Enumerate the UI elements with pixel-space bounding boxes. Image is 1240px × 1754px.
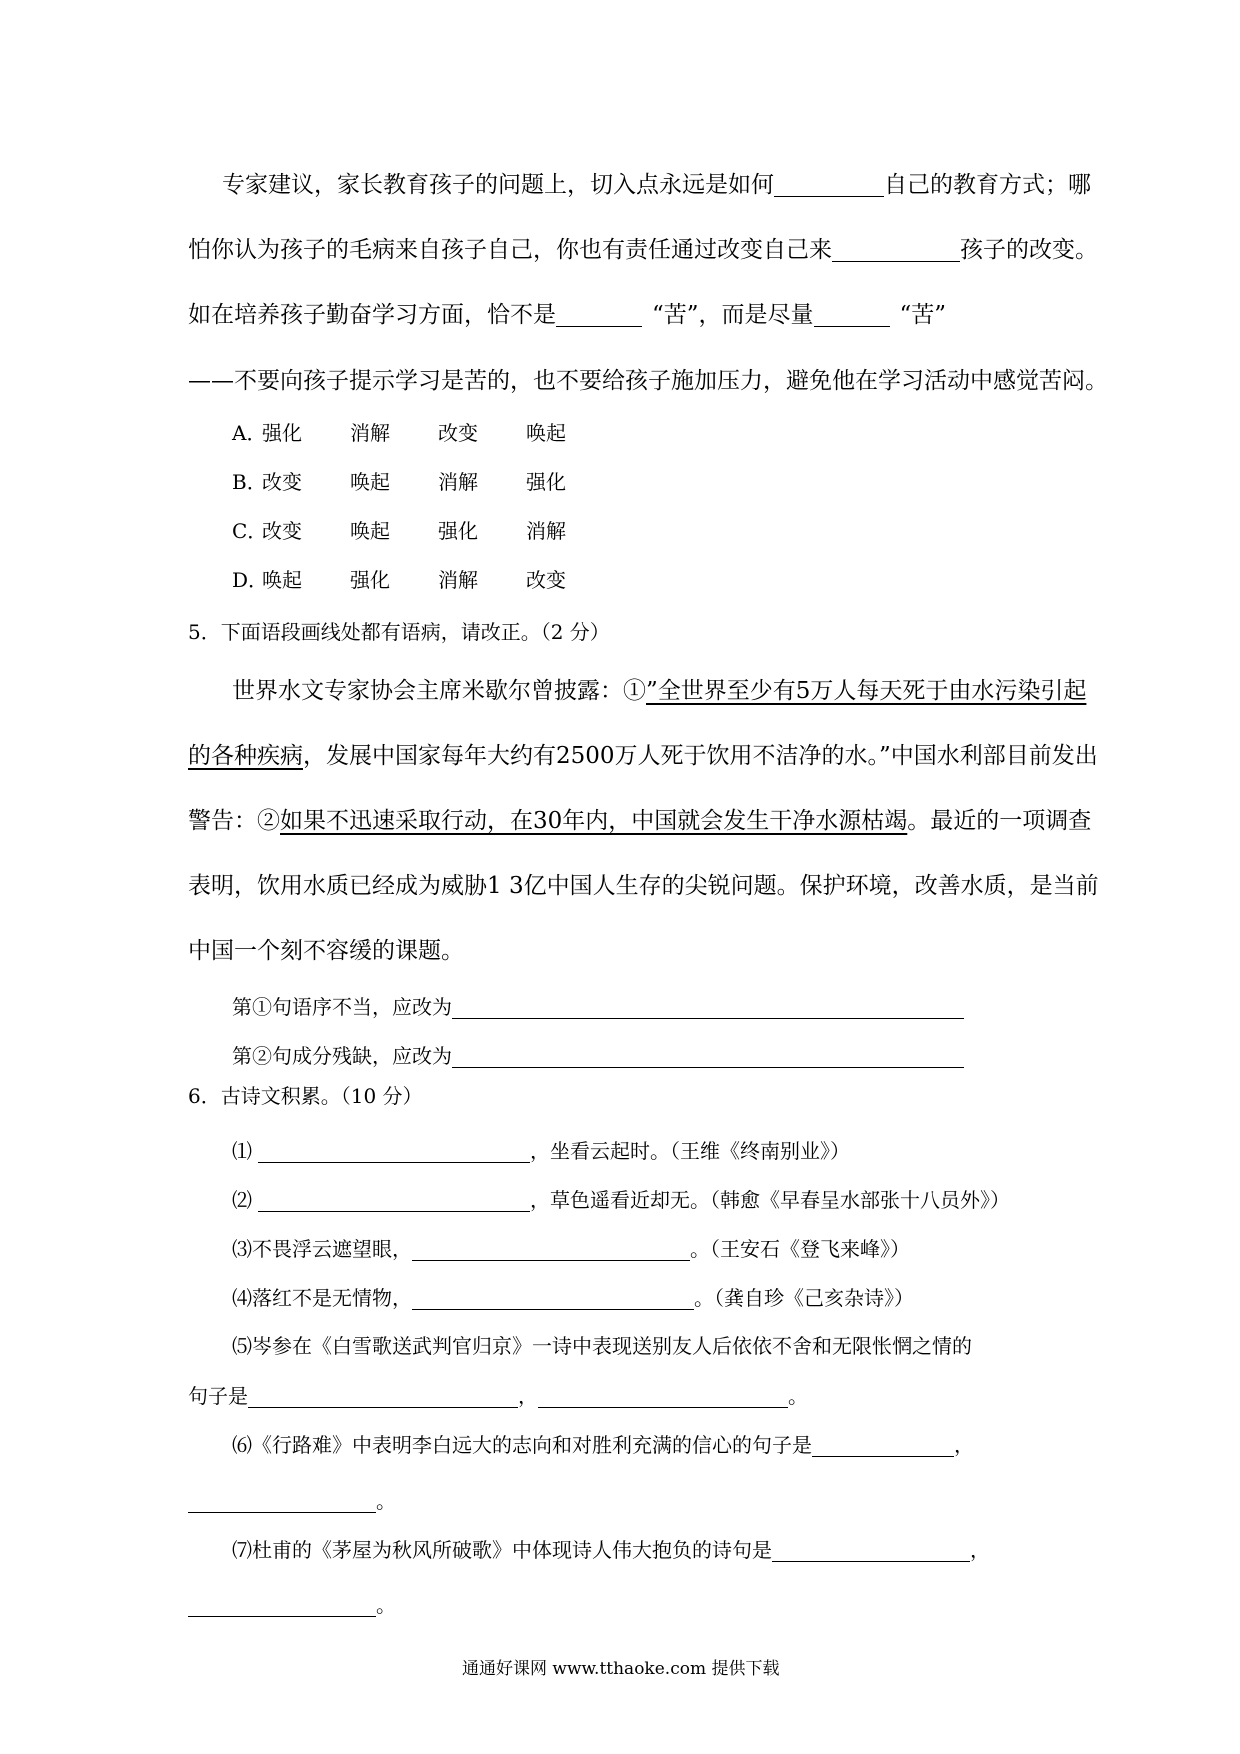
answer-blank[interactable] xyxy=(452,1045,964,1068)
answer-blank[interactable] xyxy=(248,1385,518,1408)
answer-blank[interactable] xyxy=(412,1238,690,1261)
q6-item-6-answer: 。 xyxy=(188,1490,396,1513)
q4-line-4: ——不要向孩子提示学习是苦的，也不要给孩子施加压力，避免他在学习活动中感觉苦闷。 xyxy=(188,368,1108,394)
answer-blank[interactable] xyxy=(188,1594,376,1617)
answer-blank[interactable] xyxy=(452,996,964,1019)
q4-line-3: 如在培养孩子勤奋学习方面，恰不是 “苦”，而是尽量 “苦” xyxy=(188,302,947,328)
page-footer: 通通好课网 www.tthaoke.com 提供下载 xyxy=(462,1659,780,1679)
answer-blank[interactable] xyxy=(412,1287,694,1310)
option-b[interactable]: B．改变 唤起 消解 强化 xyxy=(232,470,566,494)
answer-blank[interactable] xyxy=(188,1490,376,1513)
option-d[interactable]: D．唤起 强化 消解 改变 xyxy=(232,568,566,592)
q5-title: 5．下面语段画线处都有语病，请改正。（2 分） xyxy=(188,620,610,644)
q6-item-5: ⑸岑参在《白雪歌送武判官归京》一诗中表现送别友人后依依不舍和无限怅惘之情的 xyxy=(232,1334,972,1358)
q4-line-1: 专家建议，家长教育孩子的问题上，切入点永远是如何 自己的教育方式；哪 xyxy=(222,172,1091,198)
q5-para-line-2: 的各种疾病，发展中国家每年大约有2500万人死于饮用不洁净的水。”中国水利部目前发出 xyxy=(188,743,1098,769)
answer-blank[interactable] xyxy=(812,1434,954,1457)
q4-line-2: 怕你认为孩子的毛病来自孩子自己，你也有责任通过改变自己来 孩子的改变。 xyxy=(188,237,1098,263)
q5-para-line-5: 中国一个刻不容缓的课题。 xyxy=(188,938,464,964)
q6-item-7: ⑺杜甫的《茅屋为秋风所破歌》中体现诗人伟大抱负的诗句是 ， xyxy=(232,1538,990,1562)
q5-fix-1: 第①句语序不当，应改为 xyxy=(232,996,964,1019)
answer-blank[interactable] xyxy=(258,1189,530,1212)
q6-item-5-answer: 句子是 ， 。 xyxy=(188,1384,808,1408)
answer-blank[interactable] xyxy=(538,1385,788,1408)
answer-blank[interactable] xyxy=(814,304,890,327)
q5-para-line-3: 警告：②如果不迅速采取行动，在30年内，中国就会发生干净水源枯竭。最近的一项调查 xyxy=(188,808,1092,834)
q6-item-3: ⑶不畏浮云遮望眼， 。（王安石《登飞来峰》） xyxy=(232,1237,910,1261)
option-a[interactable]: A．强化 消解 改变 唤起 xyxy=(232,421,566,445)
q6-item-7-answer: 。 xyxy=(188,1594,396,1617)
q6-item-6: ⑹《行路难》中表明李白远大的志向和对胜利充满的信心的句子是 ， xyxy=(232,1433,974,1457)
q6-item-2: ⑵ ，草色遥看近却无。（韩愈《早春呈水部张十八员外》） xyxy=(232,1188,1010,1212)
q5-fix-2: 第②句成分残缺，应改为 xyxy=(232,1045,964,1068)
option-c[interactable]: C．改变 唤起 强化 消解 xyxy=(232,519,566,543)
q6-item-1: ⑴ ，坐看云起时。（王维《终南别业》） xyxy=(232,1139,850,1163)
answer-blank[interactable] xyxy=(772,1539,970,1562)
q6-title: 6．古诗文积累。（10 分） xyxy=(188,1084,423,1108)
answer-blank[interactable] xyxy=(832,239,960,262)
answer-blank[interactable] xyxy=(556,304,642,327)
q6-item-4: ⑷落红不是无情物， 。（龚自珍《己亥杂诗》） xyxy=(232,1286,914,1310)
q5-para-line-4: 表明，饮用水质已经成为威胁1 3亿中国人生存的尖锐问题。保护环境，改善水质，是当前 xyxy=(188,873,1099,899)
answer-blank[interactable] xyxy=(774,174,884,197)
q5-para-line-1: 世界水文专家协会主席米歇尔曾披露：①”全世界至少有5万人每天死于由水污染引起 xyxy=(232,678,1087,704)
answer-blank[interactable] xyxy=(258,1140,530,1163)
